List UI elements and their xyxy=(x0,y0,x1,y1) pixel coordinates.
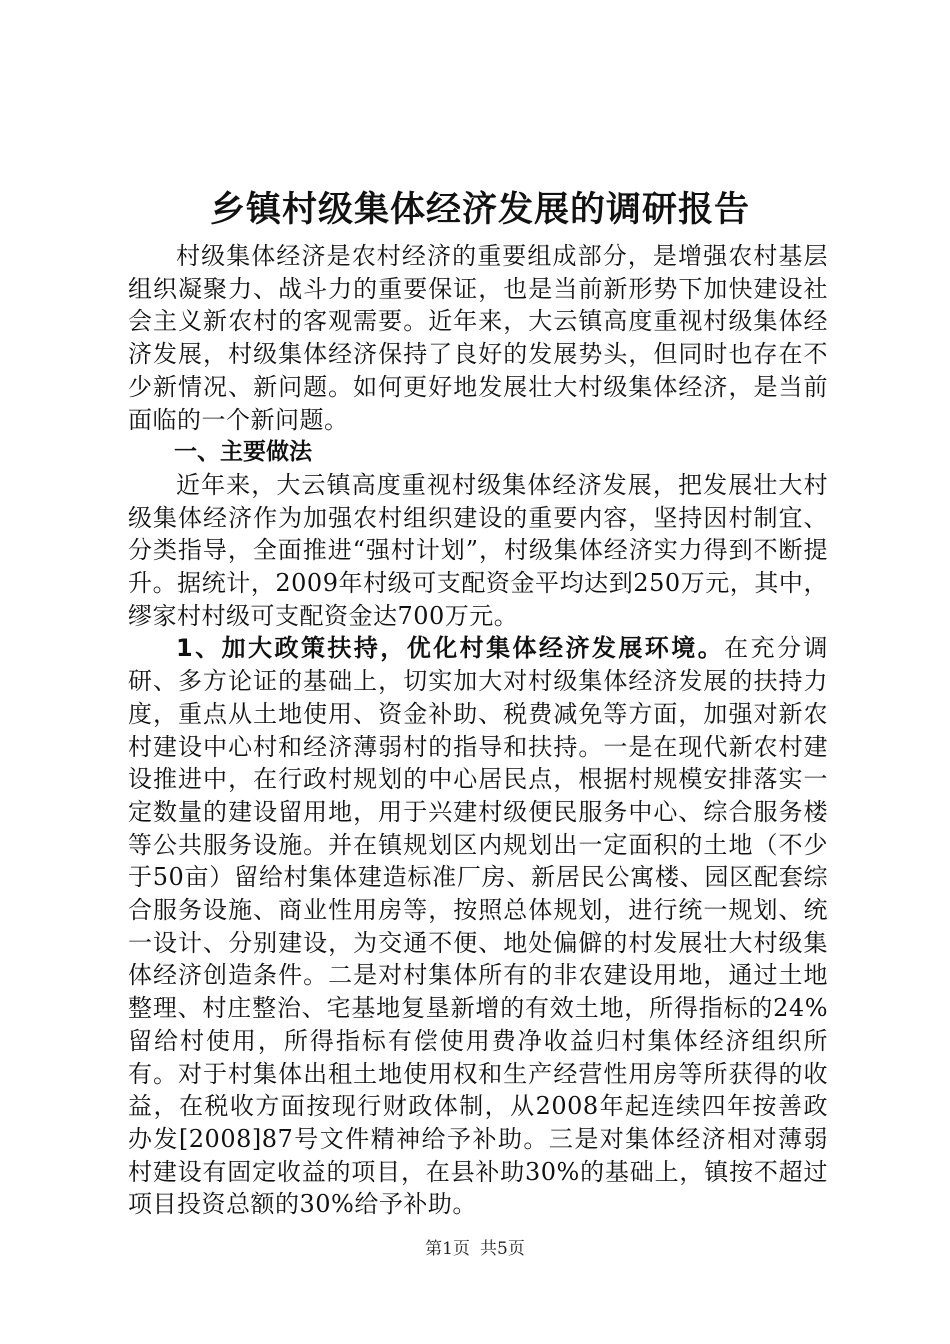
section-paragraph: 近年来，大云镇高度重视村级集体经济发展，把发展壮大村级集体经济作为加强农村组织建设的重要内容，坚持因村制宜、分类指导，全面推进“强村计划”，村级集体经济实力得到不断提升。据统计，2009年村级可支配资金平均达到250万元，其中，缪家村村级可支配资金达700万元。 xyxy=(128,470,828,630)
page-number: 第1页 xyxy=(425,1239,470,1259)
item-paragraph xyxy=(128,632,828,1221)
page-total: 共5页 xyxy=(480,1239,525,1259)
item-lead-sentence: 1、加大政策扶持，优化村集体经济发展环境。 xyxy=(176,634,725,663)
page-footer xyxy=(0,1237,950,1261)
section-heading: 一、主要做法 xyxy=(174,439,312,466)
intro-paragraph: 村级集体经济是农村经济的重要组成部分，是增强农村基层组织凝聚力、战斗力的重要保证，也是当前新形势下加快建设社会主义新农村的客观需要。近年来，大云镇高度重视村级集体经济发展，村级集体经济保持了良好的发展势头，但同时也存在不少新情况、新问题。如何更好地发展壮大村级集体经济，是当前面临的一个新问题。 xyxy=(128,242,828,434)
item-body-text: 在充分调研、多方论证的基础上，切实加大对村级集体经济发展的扶持力度，重点从土地使用、资金补助、税费减免等方面，加强对新农村建设中心村和经济薄弱村的指导和扶持。一是在现代新农村建设推进中，在行政村规划的中心居民点，根据村规模安排落实一定数量的建设留用地，用于兴建村级便民服务中心、综合服务楼等公共服务设施。并在镇规划区内规划出一定面积的土地（不少于50亩）留给村集体建造标准厂房、新居民公寓楼、园区配套综合服务设施、商业性用房等，按照总体规划，进行统一规划、统一设计、分别建设，为交通不便、地处偏僻的村发展壮大村级集体经济创造条件。二是对村集体所有的非农建设用地，通过土地整理、村庄整治、宅基地复垦新增的有效土地，所得指标的24%留给村使用，所得指标有偿使用费净收益归村集体经济组织所有。对于村集体出租土地使用权和生产经营性用房等所获得的收益，在税收方面按现行财政体制，从2008年起连续四年按善政办发[2008]87号文件精神给予补助。三是对集体经济相对薄弱村建设有固定收益的项目，在县补助30%的基础上，镇按不超过项目投资总额的30%给予补助。 xyxy=(128,634,829,1219)
document-page xyxy=(128,186,828,1221)
document-title: 乡镇村级集体经济发展的调研报告 xyxy=(209,190,750,230)
